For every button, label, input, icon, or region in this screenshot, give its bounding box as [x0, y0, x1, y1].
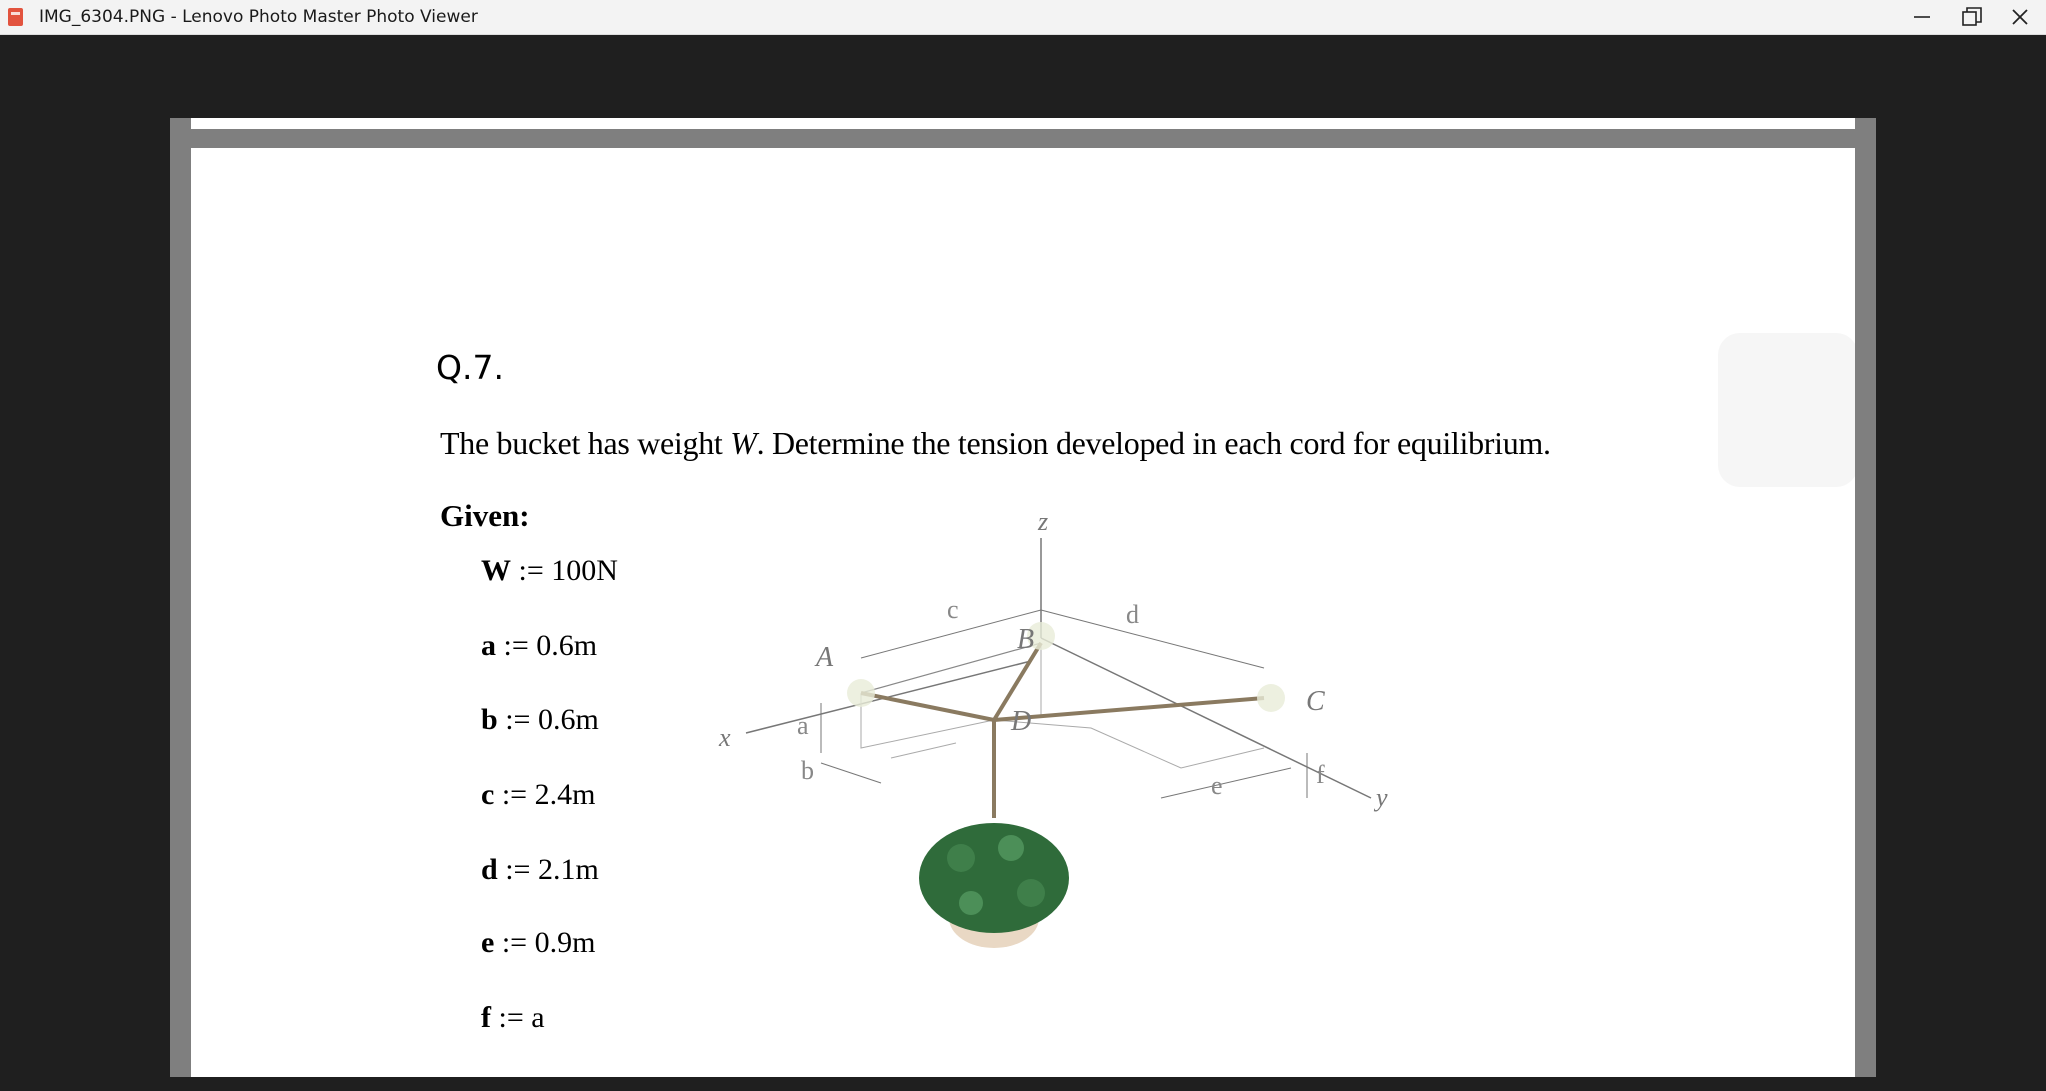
dim-label-a: a: [797, 711, 809, 740]
photo-viewer-app-icon: [7, 7, 25, 27]
given-item-w: W := 100N: [481, 554, 618, 587]
given-item-c: c := 2.4m: [481, 778, 596, 811]
axis-label-y: y: [1376, 783, 1388, 812]
dim-label-d: d: [1126, 600, 1139, 629]
dim-label-b: b: [801, 756, 814, 785]
minimize-icon: [1912, 7, 1932, 27]
dim-label-f: f: [1316, 760, 1325, 789]
hook-a: [847, 679, 875, 707]
photo-viewer-canvas[interactable]: [0, 35, 2046, 1091]
cord-cd: [994, 698, 1264, 720]
close-icon: [2010, 7, 2030, 27]
cord-ad: [861, 693, 994, 720]
dim-d-line: [1041, 610, 1264, 668]
axis-label-z: z: [1038, 507, 1049, 536]
dim-e-line: [1161, 768, 1291, 798]
given-item-d: d := 2.1m: [481, 853, 599, 886]
helper-lines: [861, 693, 994, 748]
close-button[interactable]: [1996, 0, 2044, 34]
dim-label-c: c: [947, 595, 959, 624]
given-item-b: b := 0.6m: [481, 703, 599, 736]
point-label-c: C: [1306, 686, 1325, 717]
dim-b-line: [821, 763, 881, 783]
title-bar: [0, 0, 2046, 35]
given-item-e: e := 0.9m: [481, 926, 596, 959]
given-item-f: f := a: [481, 1001, 545, 1034]
dim-label-e: e: [1211, 771, 1223, 800]
minimize-button[interactable]: [1898, 0, 1946, 34]
hook-c: [1257, 684, 1285, 712]
window-title: IMG_6304.PNG - Lenovo Photo Master Photo Viewer: [39, 7, 478, 27]
previous-page-edge: [191, 118, 1855, 129]
problem-text-start: The bucket has weight: [440, 425, 731, 461]
plant-foliage: [919, 823, 1069, 933]
point-label-d: D: [1011, 706, 1032, 737]
problem-text-end: . Determine the tension developed in each cord for equilibrium.: [756, 425, 1551, 461]
restore-icon: [1961, 6, 1983, 28]
point-label-a: A: [816, 642, 834, 673]
axis-label-x: x: [719, 723, 731, 752]
photo-page: [191, 148, 1855, 1077]
restore-button[interactable]: [1948, 0, 1996, 34]
given-item-a: a := 0.6m: [481, 629, 598, 662]
equilibrium-diagram: [711, 498, 1761, 1058]
watermark-overlay: [1718, 333, 1855, 487]
helper-line-4: [891, 743, 956, 758]
point-label-b: B: [1017, 624, 1035, 655]
given-heading: Given:: [440, 498, 530, 533]
problem-variable: W: [730, 425, 757, 461]
question-number: Q.7.: [436, 348, 504, 387]
